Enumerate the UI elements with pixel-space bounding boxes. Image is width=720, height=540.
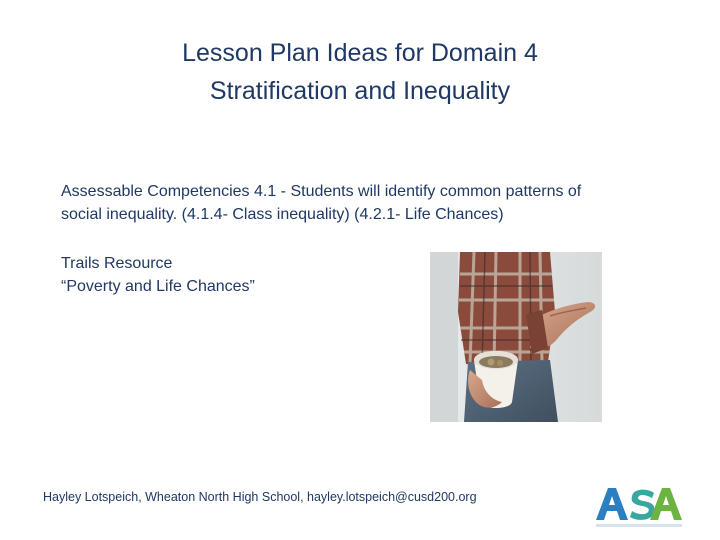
competencies-text xyxy=(61,180,701,226)
photo-icon xyxy=(430,252,602,422)
asa-logo-icon xyxy=(592,484,686,530)
competency-line-2: social inequality. (4.1.4- Class inequality) (4.2.1- Life Chances) xyxy=(61,206,504,223)
poverty-photo xyxy=(430,252,602,422)
competency-line-1: Assessable Competencies 4.1 - Students will identify common patterns of xyxy=(61,183,582,200)
title-line-1: Lesson Plan Ideas for Domain 4 xyxy=(182,39,538,67)
slide-title xyxy=(60,34,660,110)
trails-resource xyxy=(61,252,391,298)
title-line-2: Stratification and Inequality xyxy=(209,77,511,105)
trails-title: “Poverty and Life Chances” xyxy=(61,278,255,295)
trails-label: Trails Resource xyxy=(61,255,173,272)
author-footer: Hayley Lotspeich, Wheaton North High School, hayley.lotspeich@cusd200.org xyxy=(43,490,477,504)
asa-logo xyxy=(592,484,686,530)
